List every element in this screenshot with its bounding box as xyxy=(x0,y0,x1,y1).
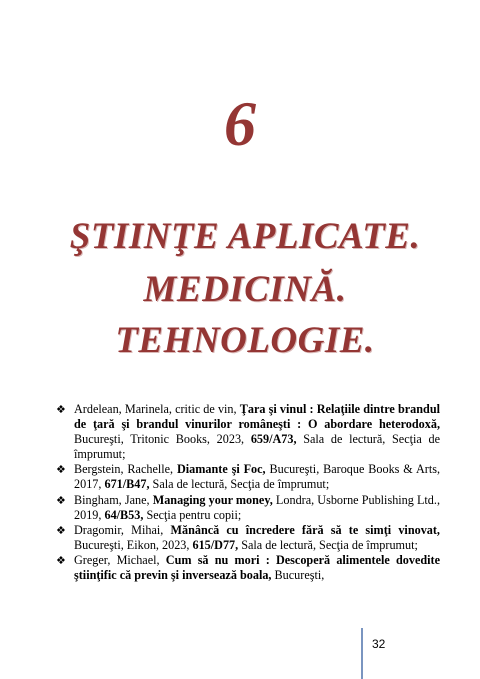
entry-publisher: Bucureşti, Eikon, 2023, xyxy=(74,537,193,552)
entry-location: Sala de lectură, Secţia de împrumut; xyxy=(74,432,440,462)
footer-divider xyxy=(361,628,363,679)
bibliography-list xyxy=(56,402,440,583)
entry-publisher: Bucureşti, xyxy=(271,568,325,583)
diamond-bullet-icon: ❖ xyxy=(56,403,66,416)
diamond-bullet-icon: ❖ xyxy=(56,493,66,507)
bibliography-entry xyxy=(56,402,440,462)
bibliography-entry xyxy=(56,553,440,583)
bibliography-entry xyxy=(56,462,440,492)
entry-location: Secţia pentru copii; xyxy=(143,507,242,522)
bibliography-entry xyxy=(56,523,440,553)
chapter-title-line-1: ŞTIINŢE APLICATE. xyxy=(69,216,421,257)
entry-title: Ţara şi vinul : Relaţiile dintre brandul de ţară şi brandul vinurilor româneşti : O abordare heterodoxă, xyxy=(74,402,441,432)
chapter-title-line-2: MEDICINĂ. xyxy=(143,269,347,310)
diamond-bullet-icon: ❖ xyxy=(56,523,66,537)
entry-title: Managing your money, xyxy=(152,492,273,507)
page-number: 32 xyxy=(372,637,386,651)
diamond-bullet-icon: ❖ xyxy=(56,463,66,477)
entry-author: Bergstein, Rachelle, xyxy=(74,462,177,477)
bibliography-entry xyxy=(56,493,440,523)
entry-title: Diamante şi Foc, xyxy=(176,462,266,477)
entry-author: Ardelean, Marinela, critic de vin, xyxy=(74,402,240,416)
entry-publisher: Bucureşti, Baroque Books & Arts, 2017, xyxy=(74,462,440,492)
entry-author: Bingham, Jane, xyxy=(74,492,153,507)
entry-call-number: 64/B53, xyxy=(104,507,144,522)
entry-publisher: Londra, Usborne Publishing Ltd., 2019, xyxy=(74,492,440,522)
entry-title: Mănâncă cu încredere fără să te simţi vinovat, xyxy=(170,522,440,537)
diamond-bullet-icon: ❖ xyxy=(56,553,66,567)
entry-call-number: 671/B47, xyxy=(104,477,150,492)
entry-author: Greger, Michael, xyxy=(74,552,166,567)
entry-call-number: 615/D77, xyxy=(192,537,239,552)
entry-title: Cum să nu mori : Descoperă alimentele dovedite ştiinţific că previn şi inversează boala, xyxy=(74,552,440,583)
chapter-number: 6 xyxy=(224,88,256,159)
entry-location: Sala de lectură, Secţia de împrumut; xyxy=(238,537,418,552)
entry-publisher: Bucureşti, Tritonic Books, 2023, xyxy=(74,432,251,447)
entry-call-number: 659/A73, xyxy=(250,432,297,447)
entry-author: Dragomir, Mihai, xyxy=(74,522,171,537)
entry-location: Sala de lectură, Secţia de împrumut; xyxy=(149,477,330,492)
chapter-title-line-3: TEHNOLOGIE. xyxy=(115,320,375,361)
